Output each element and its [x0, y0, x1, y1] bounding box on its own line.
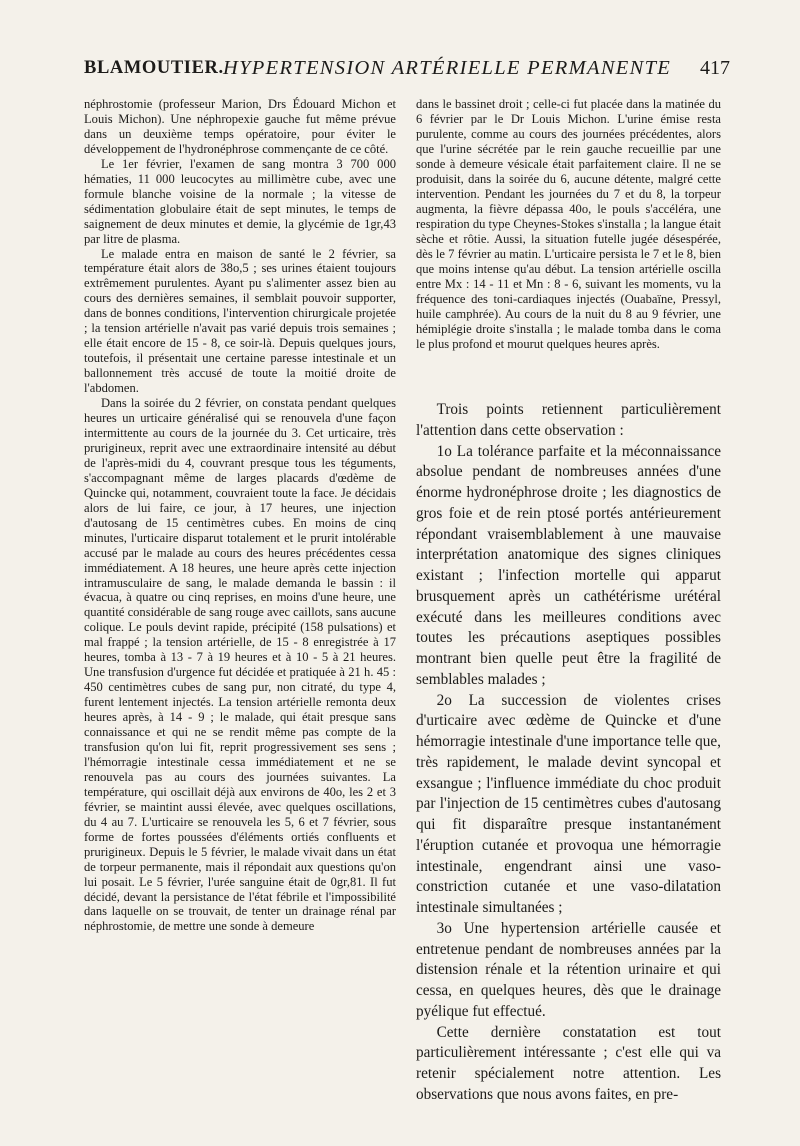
paragraph: Dans la soirée du 2 février, on constata pendant quelques heures un urticaire généralisé qui se renouvela d'une façon intermittente au cours de la journée du 3. Cet urticaire, très prurigineux, reprit avec une extraordinaire intensité au début de l'après-midi du 4, couvrant presque tous les téguments, s'accompagnant même de larges placards d'œdème de Quincke qui, notamment, couvraient toute la face. Je décidais alors de lui faire, ce jour, à 17 heures, une injection d'autosang de 15 centimètres cubes. En moins de cinq minutes, l'urticaire disparut totalement et le prurit intolérable accusé par le malade au cours des heures précédentes cessa immédiatement. A 18 heures, une heure après cette injection intramusculaire de sang, le malade demanda le bassin : il évacua, à quatre ou cinq reprises, en moins d'une heure, une quantité considérable de sang rouge avec caillots, sans aucune colique. Le pouls devint rapide, précipité (158 pulsations) et mal frappé ; la tension artérielle, de 15 - 8 enregistrée à 17 heures, tomba à 13 - 7 à 19 heures et à 10 - 5 à 21 heures. Une transfusion d'urgence fut décidée et pratiquée à 21 h. 45 : 450 centimètres cubes de sang pur, non citraté, du type 4, furent lentement injectés. La tension artérielle remonta deux heures après, à 14 - 9 ; le malade, qui était presque sans connaissance et qui ne se rendit même pas compte de la transfusion qu'on lui fit, reprit progressivement ses sens ; l'hémorragie intestinale cessa immédiatement et ne se renouvela pas au cours des journées suivantes. La température, qui oscillait déjà aux environs de 40o, les 2 et 3 février, se maintint aussi élevée, avec quelques oscillations, du 4 au 7. L'urticaire se renouvela les 5, 6 et 7 février, sous forme de fortes poussées d'éléments ortiés confluents et prurigineux. Depuis le 5 février, le malade vivait dans un état de torpeur permanente, mais il répondait aux questions qu'on lui posait. Le 5 février, l'urée sanguine était de 0gr,81. Il fut décidé, devant la persistance de l'état fébrile et l'impossibilité dans laquelle on se trouvait, de tenter un drainage rénal par néphrostomie, de mettre une sonde à demeure	[84, 396, 396, 934]
paragraph: 1o La tolérance parfaite et la méconnaissance absolue pendant de nombreuses années d'une énorme hydronéphrose droite ; les diagnostics de gros foie et de rein ptosé portés antérieurement répondant vraisemblablement à une mauvaise interprétation anatomique des signes cliniques existant ; l'infection mortelle qui apparut brusquement après un cathétérisme urétéral exécuté dans les meilleures conditions avec toutes les précautions aseptiques possibles montrant bien quelle peut être la fragilité de semblables malades ;	[416, 442, 721, 688]
paragraph: 2o La succession de violentes crises d'urticaire avec œdème de Quincke et d'une hémorragie intestinale d'une importance telle que, très rapidement, le malade devint syncopal et exsangue ; l'influence immédiate du choc produit par l'injection de 15 centimètres cubes d'autosang qui fit disparaître presque instantanément l'éruption cutanée et provoqua une hémorragie intestinale, engendrant ainsi une vaso-constriction cutanée et une vaso-dilatation intestinale simultanées ;	[416, 691, 721, 916]
paragraph: 3o Une hypertension artérielle causée et entretenue pendant de nombreuses années par la distension rénale et la rétention urinaire et qui cessa, en quelques heures, dès que le drainage pyélique fut effectué.	[416, 919, 721, 1020]
header-title: HYPERTENSION ARTÉRIELLE PERMANENTE	[223, 57, 672, 79]
running-header	[84, 58, 730, 88]
right-column-top	[416, 97, 721, 352]
paragraph: Le malade entra en maison de santé le 2 février, sa température était alors de 38o,5 ; ses urines étaient toujours extrêmement purulentes. Ayant pu s'alimenter assez bien au cours des dernières semaines, il semblait pouvoir supporter, dans de bonnes conditions, l'intervention chirurgicale projetée ; la tension artérielle n'avait pas varié depuis trois semaines ; elle était encore de 15 - 8, ce soir-là. Depuis quelques jours, toutefois, il présentait une certaine paresse intestinale et un ballonnement très accusé de toute la moitié droite de l'abdomen.	[84, 246, 396, 396]
paragraph: Trois points retiennent particulièrement l'attention dans cette observation :	[416, 401, 721, 439]
paragraph: néphrostomie (professeur Marion, Drs Édouard Michon et Louis Michon). Une néphropexie gauche fut même prévue dans un deuxième temps opératoire, pour éviter le développement de l'hydronéphrose commençante de ce côté.	[84, 97, 396, 156]
page-number: 417	[700, 57, 730, 79]
paragraph: Cette dernière constatation est tout particulièrement intéressante ; c'est elle qui va retenir spécialement notre attention. Les observations que nous avons faites, en pre-	[416, 1023, 721, 1103]
right-column-conclusions	[416, 400, 721, 1106]
paragraph: Le 1er février, l'examen de sang montra 3 700 000 hématies, 11 000 leucocytes au millimètre cube, avec une formule blanche voisine de la normale ; la vitesse de sédimentation globulaire était de sept minutes, le temps de saignement de deux minutes et demie, la glycémie de 1gr,43 par litre de plasma.	[84, 156, 396, 246]
header-author: BLAMOUTIER.	[84, 58, 224, 78]
left-column	[84, 97, 396, 934]
paragraph: dans le bassinet droit ; celle-ci fut placée dans la matinée du 6 février par le Dr Louis Michon. L'urine émise resta purulente, comme au cours des journées précédentes, alors que l'urine sécrétée par le rein gauche recueillie par une sonde à demeure vésicale était parfaitement claire. Il ne se produisit, dans la soirée du 6, aucune détente, malgré cette intervention. Pendant les journées du 7 et du 8, la torpeur augmenta, la fièvre dépassa 40o, le pouls s'accéléra, une respiration du type Cheynes-Stokes s'installa ; la langue était sèche et rôtie. Aussi, la situation futelle jugée désespérée, dès le 7 février au matin. L'urticaire persista le 7 et le 8, bien que moins intense qu'au début. La tension artérielle oscilla entre Mx : 14 - 11 et Mn : 8 - 6, suivant les moments, vu la fréquence des toni-cardiaques injectés (Ouabaïne, Pressyl, huile camphrée). Au cours de la nuit du 8 au 9 février, une hémiplégie droite s'installa ; le malade tomba dans le coma le plus profond et mourut quelques heures après.	[416, 97, 721, 351]
